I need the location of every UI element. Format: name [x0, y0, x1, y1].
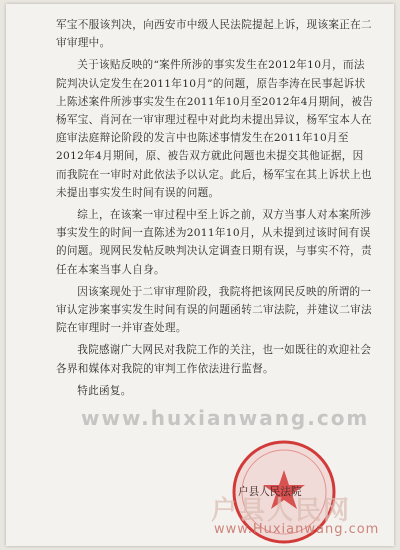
watermark-bottom-chinese: 户县人民网	[211, 496, 352, 526]
paragraph-3: 综上，在该案一审过程中至上诉之前，双方当事人对本案所涉事实发生的时间一直陈述为2011年10月，从未提到过该时间有误的问题。现网民发帖反映判决认定调查日期有误，与事实不符，责任在本案当事人自身。	[56, 209, 372, 276]
document-page	[6, 4, 394, 546]
watermark-bottom-url: www.Huxianwang.com	[214, 522, 380, 537]
paragraph-5: 我院感谢广大网民对我院工作的关注，也一如既往的欢迎社会各界和媒体对我院的审判工作依法进行监督。	[56, 344, 372, 375]
signature-court-name: 户县人民法院	[238, 486, 302, 498]
document-body	[56, 16, 374, 400]
paragraph-2: 关于该贴反映的“案件所涉的事实发生在2012年10月，而法院判决认定发生在2011年10月”的问题，原告李涛在民事起诉状上陈述案件所涉事实发生在2011年10月至2012年4月期间，被告杨军宝、肖河在一审审理过程中对此均未提出异议，杨军宝本人在庭审法庭辩论阶段的发言中也陈述事情发生在2011年10月至2012年4月期间，原、被告双方就此问题也未提交其他证据，因而我院在一审时对此依法予以认定。此后，杨军宝在其上诉状上也未提出事实发生时间有误的问题。	[56, 59, 374, 199]
paragraph-4: 因该案现处于二审审理阶段，我院将把该网民反映的所谓的一审认定涉案事实发生时间有误的问题函转二审法院，并建议二审法院在审理时一并审查处理。	[56, 285, 372, 335]
paragraph-1: 军宝不服该判决，向西安市中级人民法院提起上诉，现该案正在二审审理中。	[56, 19, 372, 50]
watermark-middle: www.huxianwang.com	[81, 406, 370, 430]
paragraph-6: 特此函复。	[77, 384, 132, 397]
